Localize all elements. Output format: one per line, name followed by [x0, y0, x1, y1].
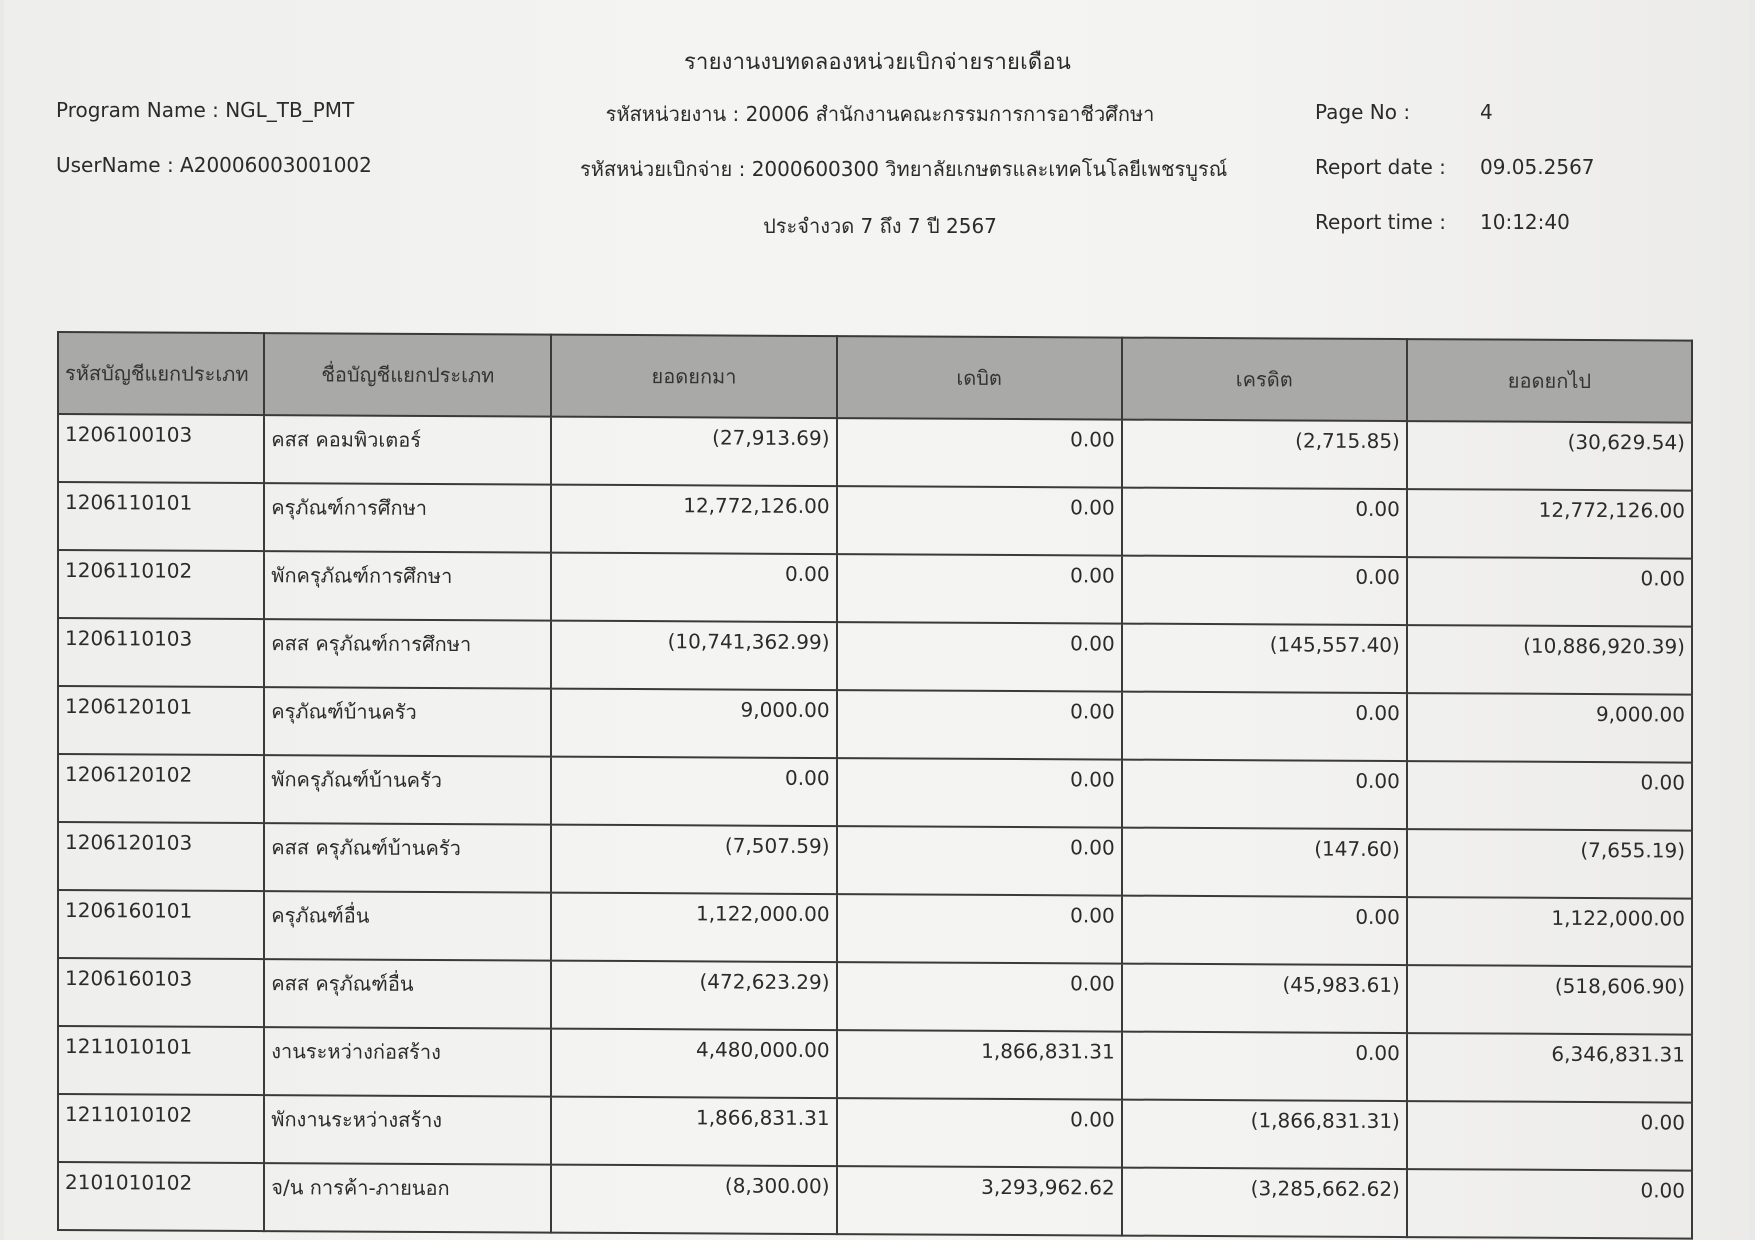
cell-opening-balance: 12,772,126.00	[551, 485, 836, 554]
cell-debit: 0.00	[837, 826, 1122, 895]
cell-account-name: ครุภัณฑ์บ้านครัว	[264, 687, 551, 757]
cell-debit: 1,866,831.31	[837, 1030, 1122, 1099]
cell-debit: 0.00	[837, 758, 1122, 827]
cell-closing-balance: 12,772,126.00	[1407, 489, 1692, 558]
report-date-label: Report date :	[1315, 155, 1446, 179]
table-body	[58, 414, 1692, 1239]
cell-opening-balance: (8,300.00)	[551, 1165, 836, 1234]
cell-credit: (3,285,662.62)	[1122, 1168, 1407, 1237]
agency-line: รหัสหน่วยงาน : 20006 สำนักงานคณะกรรมการการอาชีวศึกษา	[605, 102, 1155, 126]
cell-account-code: 1206110102	[58, 550, 264, 619]
cell-debit: 0.00	[837, 1098, 1122, 1167]
cell-opening-balance: 9,000.00	[551, 689, 836, 758]
report-time-value: 10:12:40	[1480, 210, 1570, 234]
table-row	[58, 1094, 1692, 1171]
cell-opening-balance: 1,122,000.00	[551, 893, 836, 962]
cell-account-name: คสส ครุภัณฑ์บ้านครัว	[264, 823, 551, 893]
cell-closing-balance: (7,655.19)	[1407, 829, 1692, 898]
cell-account-name: คสส ครุภัณฑ์การศึกษา	[264, 619, 551, 689]
cell-debit: 0.00	[837, 486, 1122, 555]
disbursement-unit-line: รหัสหน่วยเบิกจ่าย : 2000600300 วิทยาลัยเกษตรและเทคโนโลยีเพชรบูรณ์	[580, 157, 1228, 181]
cell-opening-balance: 0.00	[551, 553, 836, 622]
cell-debit: 3,293,962.62	[837, 1166, 1122, 1235]
cell-credit: (1,866,831.31)	[1122, 1100, 1407, 1169]
page-no-value: 4	[1480, 100, 1493, 124]
cell-closing-balance: (10,886,920.39)	[1407, 625, 1692, 694]
cell-account-code: 1206110101	[58, 482, 264, 551]
cell-closing-balance: (30,629.54)	[1407, 421, 1692, 490]
cell-debit: 0.00	[837, 894, 1122, 963]
cell-account-name: พักครุภัณฑ์การศึกษา	[264, 551, 551, 621]
cell-account-name: ครุภัณฑ์การศึกษา	[264, 483, 551, 553]
cell-opening-balance: 4,480,000.00	[551, 1029, 836, 1098]
table-row	[58, 958, 1692, 1035]
cell-debit: 0.00	[837, 622, 1122, 691]
table-row	[58, 618, 1692, 695]
cell-account-code: 1206100103	[58, 414, 264, 483]
header-closing-balance: ยอดยกไป	[1407, 339, 1692, 422]
header-debit: เดบิต	[837, 336, 1122, 419]
period-line: ประจำงวด 7 ถึง 7 ปี 2567	[763, 214, 997, 238]
cell-credit: (45,983.61)	[1122, 964, 1407, 1033]
cell-account-code: 1211010101	[58, 1026, 264, 1095]
table-row	[58, 1162, 1692, 1239]
cell-closing-balance: (518,606.90)	[1407, 965, 1692, 1034]
cell-debit: 0.00	[837, 418, 1122, 487]
cell-account-name: พักครุภัณฑ์บ้านครัว	[264, 755, 551, 825]
cell-closing-balance: 6,346,831.31	[1407, 1033, 1692, 1102]
cell-debit: 0.00	[837, 690, 1122, 759]
page-no-label: Page No :	[1315, 100, 1411, 124]
table-row	[58, 890, 1692, 967]
table-row	[58, 1026, 1692, 1103]
cell-opening-balance: (10,741,362.99)	[551, 621, 836, 690]
cell-opening-balance: (472,623.29)	[551, 961, 836, 1030]
cell-account-name: คสส คอมพิวเตอร์	[264, 415, 551, 485]
header-credit: เครดิต	[1122, 338, 1407, 421]
cell-account-name: พักงานระหว่างสร้าง	[264, 1095, 551, 1165]
cell-account-code: 2101010102	[58, 1162, 264, 1231]
user-name: UserName : A20006003001002	[56, 153, 372, 177]
report-title: รายงานงบทดลองหน่วยเบิกจ่ายรายเดือน	[684, 50, 1071, 75]
cell-credit: (147.60)	[1122, 828, 1407, 897]
cell-credit: 0.00	[1122, 1032, 1407, 1101]
cell-account-code: 1206160101	[58, 890, 264, 959]
table-row	[58, 686, 1692, 763]
table-row	[58, 822, 1692, 899]
cell-opening-balance: (7,507.59)	[551, 825, 836, 894]
cell-account-name: งานระหว่างก่อสร้าง	[264, 1027, 551, 1097]
cell-credit: 0.00	[1122, 692, 1407, 761]
cell-closing-balance: 1,122,000.00	[1407, 897, 1692, 966]
cell-credit: (145,557.40)	[1122, 624, 1407, 693]
program-name: Program Name : NGL_TB_PMT	[56, 98, 355, 122]
cell-credit: 0.00	[1122, 488, 1407, 557]
cell-account-code: 1206120101	[58, 686, 264, 755]
header-account-code: รหัสบัญชีแยกประเภท	[58, 332, 264, 415]
table-row	[58, 414, 1692, 491]
cell-closing-balance: 0.00	[1407, 761, 1692, 830]
cell-credit: (2,715.85)	[1122, 420, 1407, 489]
header-opening-balance: ยอดยกมา	[551, 335, 836, 418]
cell-account-name: จ/น การค้า-ภายนอก	[264, 1163, 551, 1233]
cell-closing-balance: 0.00	[1407, 557, 1692, 626]
table-row	[58, 754, 1692, 831]
cell-opening-balance: (27,913.69)	[551, 417, 836, 486]
cell-account-code: 1211010102	[58, 1094, 264, 1163]
report-time-label: Report time :	[1315, 210, 1446, 234]
cell-account-name: คสส ครุภัณฑ์อื่น	[264, 959, 551, 1029]
trial-balance-table	[57, 331, 1693, 1240]
cell-opening-balance: 1,866,831.31	[551, 1097, 836, 1166]
cell-credit: 0.00	[1122, 896, 1407, 965]
cell-credit: 0.00	[1122, 556, 1407, 625]
cell-account-code: 1206120103	[58, 822, 264, 891]
cell-credit: 0.00	[1122, 760, 1407, 829]
cell-account-code: 1206160103	[58, 958, 264, 1027]
table-row	[58, 550, 1692, 627]
cell-closing-balance: 0.00	[1407, 1101, 1692, 1170]
header-account-name: ชื่อบัญชีแยกประเภท	[264, 333, 551, 417]
table-header-row	[58, 332, 1692, 423]
cell-account-name: ครุภัณฑ์อื่น	[264, 891, 551, 961]
cell-closing-balance: 9,000.00	[1407, 693, 1692, 762]
cell-debit: 0.00	[837, 554, 1122, 623]
cell-account-code: 1206110103	[58, 618, 264, 687]
cell-opening-balance: 0.00	[551, 757, 836, 826]
cell-debit: 0.00	[837, 962, 1122, 1031]
cell-closing-balance: 0.00	[1407, 1169, 1692, 1238]
cell-account-code: 1206120102	[58, 754, 264, 823]
table-row	[58, 482, 1692, 559]
report-date-value: 09.05.2567	[1480, 155, 1595, 179]
